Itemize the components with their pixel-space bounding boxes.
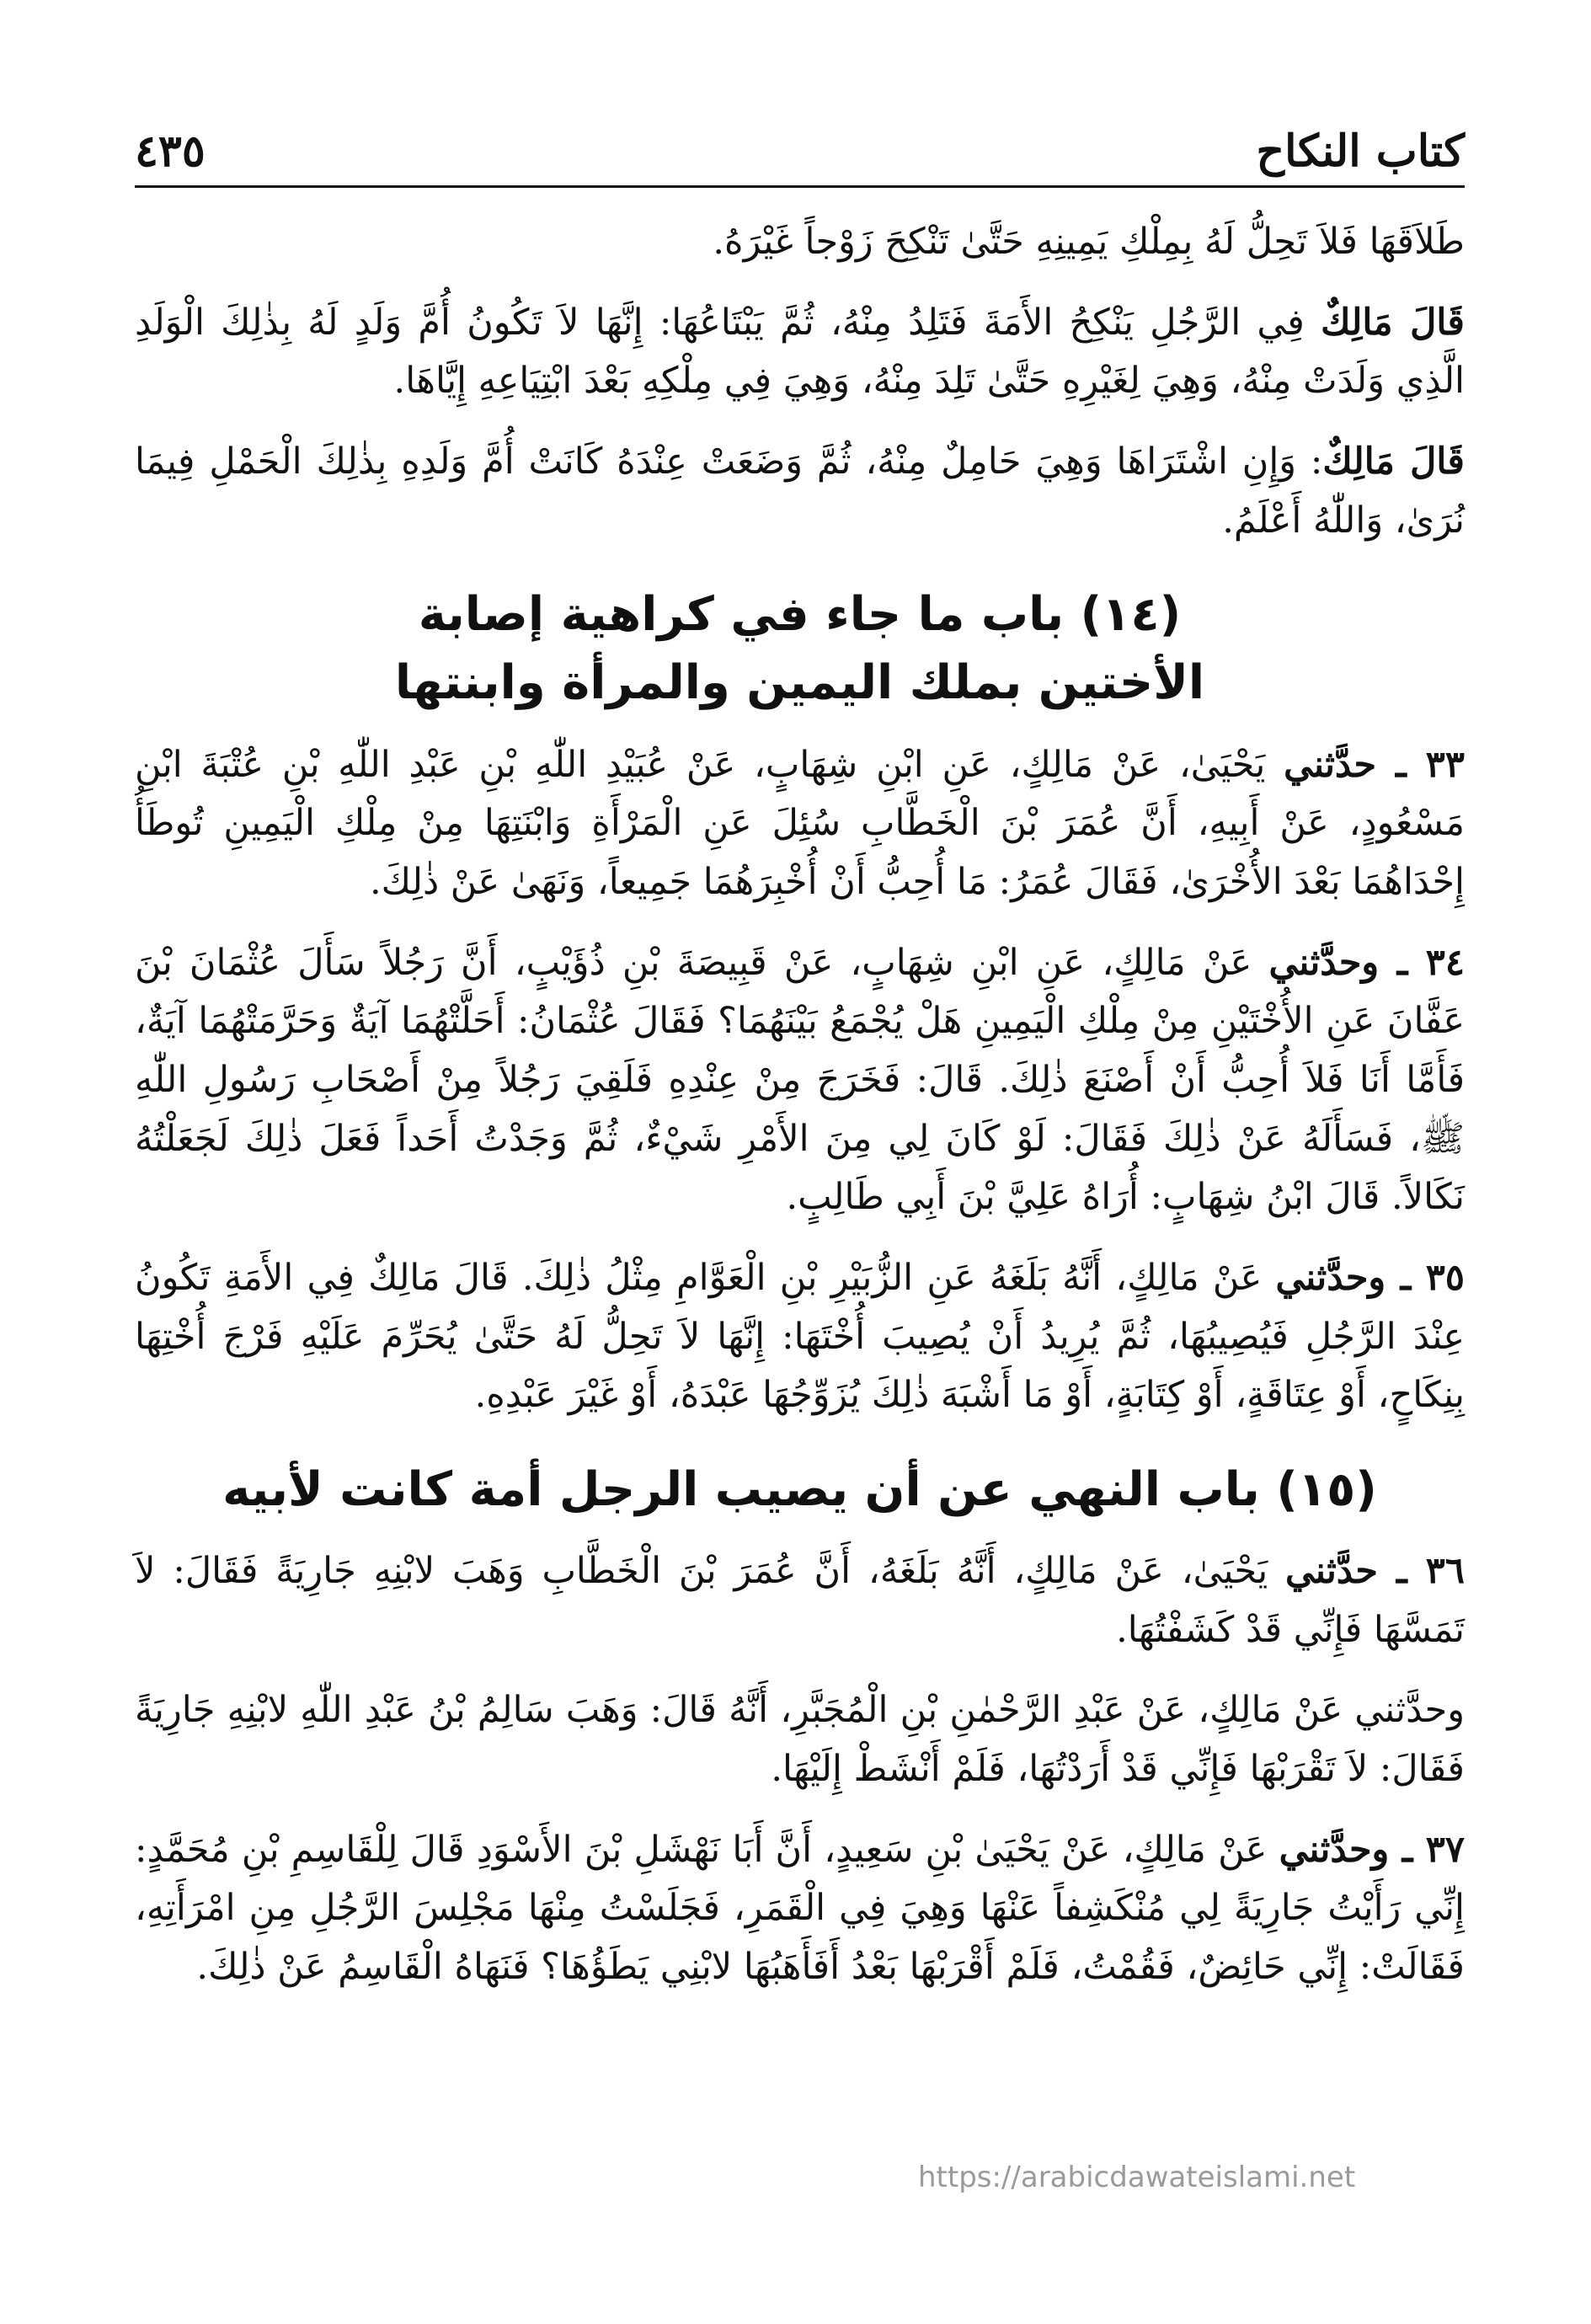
paragraph-lead: قَالَ مَالِكٌ (1321, 301, 1465, 344)
book-title: كتاب النكاح (1256, 126, 1465, 177)
chapter-heading-line: الأختين بملك اليمين والمرأة وابنتها (394, 655, 1205, 711)
hadith-paragraph (135, 213, 1465, 272)
paragraph-text: يَحْيَىٰ، عَنْ مَالِكٍ، عَنِ ابْنِ شِهَابٍ، عَنْ عُبَيْدِ اللّٰهِ بْنِ عَبْدِ اللّٰهِ بْنِ عُتْبَةَ ابْنِ مَسْعُودٍ، عَنْ أَبِيهِ، أَنَّ عُمَرَ بْنَ الْخَطَّابِ سُئِلَ عَنِ الْمَرْأَةِ وَابْنَتِهَا مِنْ مِلْكِ الْيَمِينِ تُوطَأُ إِحْدَاهُمَا بَعْدَ الأُخْرَىٰ، فَقَالَ عُمَرُ: مَا أُحِبُّ أَنْ أُخْبِرَهُمَا جَمِيعاً، وَنَهَىٰ عَنْ ذٰلِكَ. (135, 743, 1465, 903)
hadith-paragraph (135, 433, 1465, 550)
paragraph-text: طَلاَقَهَا فَلاَ تَحِلُّ لَهُ بِمِلْكِ يَمِينِهِ حَتَّىٰ تَنْكِحَ زَوْجاً غَيْرَهُ. (713, 221, 1465, 263)
page-body (135, 213, 1465, 1997)
hadith-paragraph (135, 736, 1465, 912)
paragraph-lead: ٣٧ ـ وحدَّثني (1279, 1828, 1465, 1871)
hadith-paragraph (135, 294, 1465, 411)
paragraph-text: فِي الرَّجُلِ يَنْكِحُ الأَمَةَ فَتَلِدُ مِنْهُ، ثُمَّ يَبْتَاعُهَا: إِنَّهَا لاَ تَكُونُ أُمَّ وَلَدٍ لَهُ بِذٰلِكَ الْوَلَدِ الَّذِي وَلَدَتْ مِنْهُ، وَهِيَ لِغَيْرِهِ حَتَّىٰ تَلِدَ مِنْهُ، وَهِيَ فِي مِلْكِهِ بَعْدَ ابْتِيَاعِهِ إِيَّاهَا. (135, 301, 1465, 403)
paragraph-lead: ٣٦ ـ حدَّثني (1285, 1550, 1465, 1593)
paragraph-text: عَنْ مَالِكٍ، أَنَّهُ بَلَغَهُ عَنِ الزُّبَيْرِ بْنِ الْعَوَّامِ مِثْلُ ذٰلِكَ. قَالَ مَالِكٌ فِي الأَمَةِ تَكُونُ عِنْدَ الرَّجُلِ فَيُصِيبُهَا، ثُمَّ يُرِيدُ أَنْ يُصِيبَ أُخْتَهَا: إِنَّهَا لاَ تَحِلُّ لَهُ حَتَّىٰ يُحَرِّمَ عَلَيْهِ فَرْجَ أُخْتِهَا بِنِكَاحٍ، أَوْ عِتَاقَةٍ، أَوْ كِتَابَةٍ، أَوْ مَا أَشْبَهَ ذٰلِكَ يُزَوِّجُهَا عَبْدَهُ، أَوْ غَيْرَ عَبْدِهِ. (135, 1256, 1465, 1417)
hadith-paragraph (135, 934, 1465, 1227)
running-header (135, 84, 1465, 188)
chapter-heading-line: (١٥) باب النهي عن أن يصيب الرجل أمة كانت لأبيه (222, 1461, 1377, 1517)
paragraph-text: : وَإِنِ اشْتَرَاهَا وَهِيَ حَامِلٌ مِنْهُ، ثُمَّ وَضَعَتْ عِنْدَهُ كَانَتْ أُمَّ وَلَدِهِ بِذٰلِكَ الْحَمْلِ فِيمَا نُرَىٰ، وَاللّٰهُ أَعْلَمُ. (135, 440, 1465, 542)
paragraph-lead: ٣٤ ـ وحدَّثني (1268, 941, 1465, 984)
paragraph-text: عَنْ مَالِكٍ، عَنِ ابْنِ شِهَابٍ، عَنْ قَبِيصَةَ بْنِ ذُؤَيْبٍ، أَنَّ رَجُلاً سَأَلَ عُثْمَانَ بْنَ عَفَّانَ عَنِ الأُخْتَيْنِ مِنْ مِلْكِ الْيَمِينِ هَلْ يُجْمَعُ بَيْنَهُمَا؟ فَقَالَ عُثْمَانُ: أَحَلَّتْهُمَا آيَةٌ وَحَرَّمَتْهُمَا آيَةٌ، فَأَمَّا أَنَا فَلاَ أُحِبُّ أَنْ أَصْنَعَ ذٰلِكَ. قَالَ: فَخَرَجَ مِنْ عِنْدِهِ فَلَقِيَ رَجُلاً مِنْ أَصْحَابِ رَسُولِ اللّٰهِ ﷺ، فَسَأَلَهُ عَنْ ذٰلِكَ فَقَالَ: لَوْ كَانَ لِي مِنَ الأَمْرِ شَيْءٌ، ثُمَّ وَجَدْتُ أَحَداً فَعَلَ ذٰلِكَ لَجَعَلْتُهُ نَكَالاً. قَالَ ابْنُ شِهَابٍ: أُرَاهُ عَلِيَّ بْنَ أَبِي طَالِبٍ. (135, 941, 1465, 1219)
chapter-heading-line: (١٤) باب ما جاء في كراهية إصابة (418, 587, 1182, 643)
paragraph-lead: قَالَ مَالِكٌ (1322, 440, 1465, 483)
paragraph-text: يَحْيَىٰ، عَنْ مَالِكٍ، أَنَّهُ بَلَغَهُ، أَنَّ عُمَرَ بْنَ الْخَطَّابِ وَهَبَ لابْنِهِ جَارِيَةً فَقَالَ: لاَ تَمَسَّهَا فَإِنِّي قَدْ كَشَفْتُهَا. (135, 1550, 1465, 1651)
chapter-heading (135, 580, 1465, 717)
paragraph-text: عَنْ مَالِكٍ، عَنْ يَحْيَىٰ بْنِ سَعِيدٍ، أَنَّ أَبَا نَهْشَلِ بْنَ الأَسْوَدِ قَالَ لِلْقَاسِمِ بْنِ مُحَمَّدٍ: إِنِّي رَأَيْتُ جَارِيَةً لِي مُنْكَشِفاً عَنْهَا وَهِيَ فِي الْقَمَرِ، فَجَلَسْتُ مِنْهَا مَجْلِسَ الرَّجُلِ مِنِ امْرَأَتِهِ، فَقَالَتْ: إِنِّي حَائِضٌ، فَقُمْتُ، فَلَمْ أَقْرَبْهَا بَعْدُ أَفَأَهَبُهَا لابْنِي يَطَؤُهَا؟ فَنَهَاهُ الْقَاسِمُ عَنْ ذٰلِكَ. (135, 1828, 1465, 1988)
watermark-url: https://arabicdawateislami.net (918, 2161, 1356, 2194)
chapter-heading (135, 1456, 1465, 1524)
hadith-paragraph (135, 1249, 1465, 1425)
page-number: ٤٣٥ (135, 126, 206, 177)
paragraph-text: وحدَّثني عَنْ مَالِكٍ، عَنْ عَبْدِ الرَّحْمٰنِ بْنِ الْمُجَبَّرِ، أَنَّهُ قَالَ: وَهَبَ سَالِمُ بْنُ عَبْدِ اللّٰهِ لابْنِهِ جَارِيَةً فَقَالَ: لاَ تَقْرَبْهَا فَإِنِّي قَدْ أَرَدْتُهَا، فَلَمْ أَنْشَطْ إِلَيْهَا. (135, 1689, 1465, 1791)
hadith-paragraph (135, 1681, 1465, 1798)
paragraph-lead: ٣٥ ـ وحدَّثني (1275, 1256, 1465, 1299)
hadith-paragraph (135, 1542, 1465, 1659)
hadith-paragraph (135, 1821, 1465, 1997)
paragraph-lead: ٣٣ ـ حدَّثني (1284, 743, 1465, 786)
